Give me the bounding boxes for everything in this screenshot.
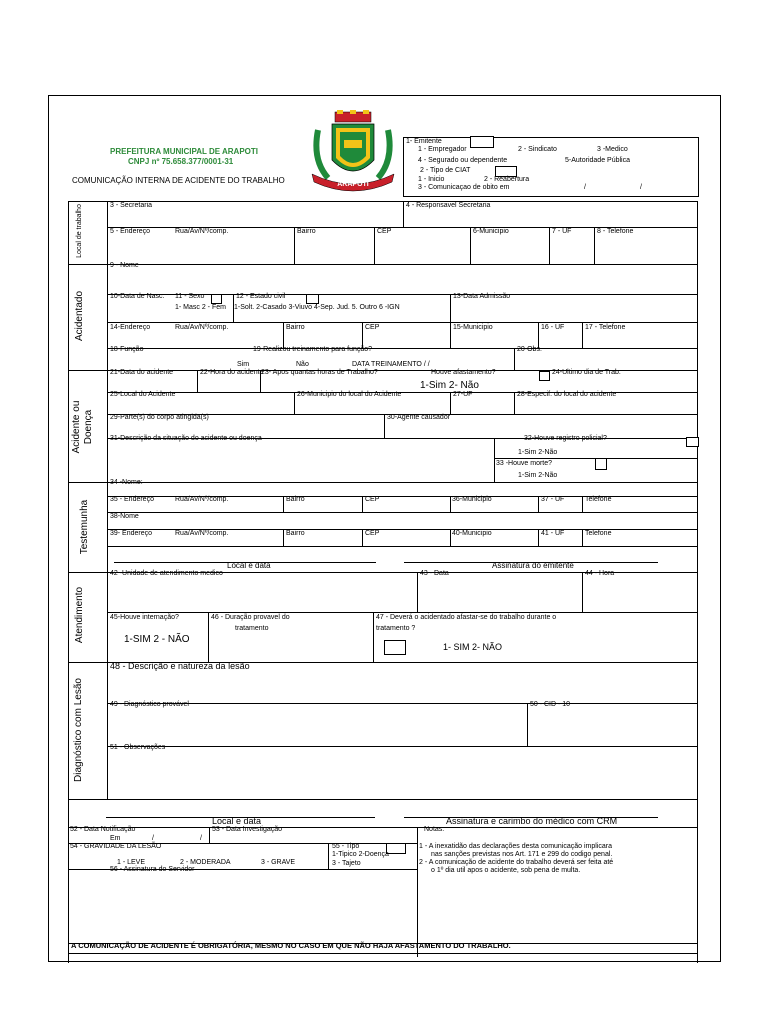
bairro-acidentado-field[interactable]: Bairro bbox=[286, 324, 305, 331]
registro-policial-checkbox[interactable] bbox=[686, 437, 699, 447]
rua-acidentado-label: Rua/Av/Nº/comp. bbox=[175, 324, 229, 331]
tipo-trajeto: 3 - Tajeto bbox=[332, 860, 361, 867]
testemunha2-nome[interactable]: 38-Nome bbox=[110, 513, 139, 520]
section-acidente-doenca bbox=[71, 384, 95, 470]
grid-line bbox=[283, 496, 284, 512]
municipio-field[interactable]: 6-Municipio bbox=[473, 228, 509, 235]
grid-line bbox=[107, 512, 697, 513]
horas-trabalho-field[interactable]: 23- Apos quantas horas de Trabalho? bbox=[261, 369, 378, 376]
section-acidente-doenca-label: Acidente ou Doença bbox=[71, 400, 94, 454]
registro-policial-options: 1-Sim 2-Não bbox=[518, 449, 558, 456]
grid-line bbox=[450, 294, 451, 322]
uf-field[interactable]: 7 - UF bbox=[552, 228, 572, 235]
form-title: COMUNICAÇÃO INTERNA DE ACIDENTE DO TRABALHO bbox=[72, 176, 285, 185]
grid-line bbox=[373, 612, 374, 662]
notificacao-slash-1: / bbox=[152, 835, 154, 842]
notificacao-slash-2: / bbox=[200, 835, 202, 842]
tipo-reabertura: 2 - Reabertura bbox=[484, 176, 530, 183]
grid-line bbox=[68, 799, 697, 800]
testemunha2-telefone[interactable]: Telefone bbox=[585, 530, 612, 537]
registro-policial-label: 32-Houve registro policial? bbox=[524, 435, 607, 442]
afastar-label-2: tratamento ? bbox=[376, 625, 416, 632]
responsavel-field[interactable]: 4 - Responsavel Secretaria bbox=[406, 202, 491, 209]
grid-line bbox=[197, 370, 198, 392]
obito-label: 3 - Comunicaçao de obito em bbox=[418, 184, 510, 191]
data-acidente-field[interactable]: 21-Data do acidente bbox=[110, 369, 174, 376]
section-local-trabalho: Local de trabalho bbox=[76, 204, 83, 258]
telefone-acidentado-field[interactable]: 17 - Telefone bbox=[585, 324, 626, 331]
grid-line bbox=[538, 529, 539, 546]
grid-line bbox=[294, 392, 295, 414]
emitente-opt4: 4 - Segurado ou dependente bbox=[418, 157, 508, 164]
endereco-acidentado-field[interactable]: 14-Endereço bbox=[110, 324, 151, 331]
hora-atendimento-field[interactable]: 44 - Hora bbox=[585, 570, 615, 577]
grid-line bbox=[362, 322, 363, 348]
data-notificacao-field[interactable]: 52 - Data Notificação bbox=[70, 826, 136, 833]
afastamento-label: Houve afastamento? bbox=[431, 369, 496, 376]
cep-field[interactable]: CEP bbox=[377, 228, 392, 235]
grid-line bbox=[107, 546, 697, 547]
cid-field[interactable]: 50 - CID - 10 bbox=[530, 701, 571, 708]
grid-line bbox=[362, 496, 363, 512]
grid-line bbox=[107, 703, 697, 704]
data-investigacao-field[interactable]: 53 - Data Investigação bbox=[212, 826, 283, 833]
sexo-checkbox[interactable] bbox=[211, 294, 222, 304]
grid-line bbox=[494, 438, 495, 482]
testemunha2-municipio[interactable]: 40-Municipio bbox=[452, 530, 492, 537]
grid-line bbox=[582, 572, 583, 612]
nome-field[interactable]: 9 - Nome bbox=[110, 262, 139, 269]
data-treinamento[interactable]: DATA TREINAMENTO / / bbox=[352, 361, 430, 368]
testemunha2-endereco[interactable]: 39- Endereço bbox=[110, 530, 153, 537]
grid-line bbox=[538, 496, 539, 512]
testemunha1-endereco[interactable]: 35 - Endereço bbox=[110, 496, 154, 503]
grid-line bbox=[208, 612, 209, 662]
funcao-field[interactable]: 18-Função bbox=[110, 346, 144, 353]
treinamento-sim[interactable]: Sim bbox=[237, 361, 250, 368]
tipo-ciat-label: 2 - Tipo de CIAT bbox=[420, 167, 471, 174]
obrigatoria-warning: A COMUNICAÇÃO DE ACIDENTE É OBRIGATÓRIA, MESMO NO CASO EM QUE NÃO HAJA AFASTAMENTO DO TRABALHO. bbox=[71, 941, 511, 950]
observacoes-field[interactable]: 51 - Observações bbox=[110, 744, 166, 751]
endereco-field[interactable]: 5 - Endereço bbox=[110, 228, 151, 235]
uf-acidentado-field[interactable]: 16 - UF bbox=[541, 324, 565, 331]
cep-acidentado-field[interactable]: CEP bbox=[365, 324, 380, 331]
emitente-assinatura: Assinatura do emitente bbox=[492, 561, 574, 570]
emitente-opt5: 5-Autoridade Pública bbox=[565, 157, 630, 164]
grid-line bbox=[403, 201, 404, 227]
admissao-field[interactable]: 13-Data Admissão bbox=[453, 293, 511, 300]
municipio-acidente-field[interactable]: 26-Municipio do local do Acidente bbox=[297, 391, 402, 398]
grid-line bbox=[450, 392, 451, 414]
gravidade-label: 54 - GRAVIDADE DA LESÃO bbox=[70, 843, 162, 850]
bairro-field[interactable]: Bairro bbox=[297, 228, 316, 235]
afastar-checkbox[interactable] bbox=[384, 640, 406, 655]
agente-causador-field[interactable]: 30-Agente causador bbox=[387, 414, 451, 421]
testemunha2-cep[interactable]: CEP bbox=[365, 530, 380, 537]
grid-line bbox=[594, 227, 595, 264]
testemunha2-rua: Rua/Av/Nº/comp. bbox=[175, 530, 229, 537]
tipo-checkbox[interactable] bbox=[386, 843, 406, 854]
nota-1: 1 - A inexatidão das declarações desta comunicação implicara bbox=[419, 843, 612, 850]
grid-line bbox=[527, 703, 528, 746]
grid-line bbox=[68, 827, 697, 828]
estado-civil-label: 12 - Estado civil bbox=[236, 293, 286, 300]
grid-line bbox=[538, 322, 539, 348]
notificacao-em: Em bbox=[110, 835, 121, 842]
medico-local-data: Local e data bbox=[212, 816, 262, 826]
diagnostico-provavel-field[interactable]: 49 - Diagnóstico provável bbox=[110, 701, 189, 708]
section-diagnostico: Diagnóstico com Lesão bbox=[73, 678, 84, 782]
testemunha1-bairro[interactable]: Bairro bbox=[286, 496, 305, 503]
descricao-acidente-field[interactable]: 31-Descrição da situação do acidente ou doença bbox=[110, 435, 262, 442]
grid-line bbox=[328, 843, 329, 869]
testemunha1-municipio[interactable]: 36-Municipio bbox=[452, 496, 492, 503]
crest-logo bbox=[308, 110, 398, 196]
municipio-acidentado-field[interactable]: 15-Municipio bbox=[453, 324, 493, 331]
gravidade-leve[interactable]: 1 - LEVE bbox=[117, 859, 146, 866]
grid-line bbox=[450, 322, 451, 348]
nasc-field[interactable]: 10-Data de Nasc. bbox=[110, 293, 165, 300]
hora-acidente-field[interactable]: 22-Hora do acidente bbox=[200, 369, 264, 376]
treinamento-nao[interactable]: Não bbox=[296, 361, 309, 368]
houve-morte-label: 33 -Houve morte? bbox=[496, 460, 553, 467]
afastamento-options: 1-Sim 2- Não bbox=[420, 380, 479, 391]
cnpj: CNPJ nº 75.658.377/0001-31 bbox=[128, 157, 234, 166]
duracao-label: 46 - Duração provavel do bbox=[211, 614, 290, 621]
testemunha1-rua: Rua/Av/Nº/comp. bbox=[175, 496, 229, 503]
medico-assinatura: Assinatura e carimbo do médico com CRM bbox=[446, 816, 618, 826]
gravidade-moderada[interactable]: 2 - MODERADA bbox=[180, 859, 231, 866]
grid-line bbox=[582, 496, 583, 512]
notas-label: Notas: bbox=[424, 826, 445, 833]
grid-line bbox=[283, 322, 284, 348]
internacao-options[interactable]: 1-SIM 2 - NÃO bbox=[124, 634, 190, 645]
testemunha1-nome[interactable]: 34 -Nome: bbox=[110, 479, 143, 486]
nota-2b: o 1º dia util apos o acidente, sob pena de multa. bbox=[431, 867, 581, 874]
grid-line bbox=[68, 201, 697, 202]
grid-line bbox=[283, 529, 284, 546]
testemunha1-uf[interactable]: 37 - UF bbox=[541, 496, 565, 503]
grid-line bbox=[294, 227, 295, 264]
estado-civil-checkbox[interactable] bbox=[306, 294, 319, 304]
afastamento-checkbox[interactable] bbox=[539, 371, 550, 381]
data-atendimento-field[interactable]: 43 - Data bbox=[420, 570, 449, 577]
grid-line bbox=[68, 264, 697, 265]
grid-line bbox=[470, 227, 471, 264]
grid-line bbox=[362, 529, 363, 546]
grid-line bbox=[450, 496, 451, 512]
grid-line bbox=[107, 348, 697, 349]
emitente-local-data: Local e data bbox=[227, 561, 271, 570]
gravidade-grave[interactable]: 3 - GRAVE bbox=[261, 859, 296, 866]
secretaria-field[interactable]: 3 - Secretaria bbox=[110, 202, 153, 209]
houve-morte-checkbox[interactable] bbox=[595, 458, 607, 470]
grid-line bbox=[450, 529, 451, 546]
grid-line bbox=[107, 201, 108, 799]
ultimo-dia-field[interactable]: 24-Ultimo dia de Trab. bbox=[552, 369, 621, 376]
grid-line bbox=[374, 227, 375, 264]
sexo-options: 1- Masc 2 - Fem bbox=[175, 304, 226, 311]
obs-field[interactable]: 20-Obs. bbox=[517, 346, 542, 353]
grid-line bbox=[417, 572, 418, 612]
treinamento-label: 19-Realizou treinamento para função? bbox=[253, 346, 373, 353]
emitente-opt2: 2 - Sindicato bbox=[518, 146, 557, 153]
estado-civil-options: 1-Solt. 2-Casado 3-Viuvo 4-Sep. Jud. 5. Outro 6 -IGN bbox=[234, 304, 400, 311]
local-acidente-field[interactable]: 25-Local do Acidente bbox=[110, 391, 176, 398]
grid-line bbox=[417, 827, 418, 957]
houve-morte-options: 1-Sim 2-Não bbox=[518, 472, 558, 479]
tipo-options: 1-Tipico 2-Doença bbox=[332, 851, 389, 858]
internacao-label: 45-Houve internação? bbox=[110, 614, 179, 621]
testemunha2-uf[interactable]: 41 - UF bbox=[541, 530, 565, 537]
testemunha1-telefone[interactable]: Telefone bbox=[585, 496, 612, 503]
grid-line bbox=[384, 414, 385, 438]
grid-line bbox=[549, 227, 550, 264]
testemunha1-cep[interactable]: CEP bbox=[365, 496, 380, 503]
grid-line bbox=[514, 392, 515, 414]
grid-line bbox=[514, 348, 515, 370]
especif-local-field[interactable]: 28-Especif. do local do acidente bbox=[517, 391, 617, 398]
afastar-options: 1- SIM 2- NÃO bbox=[443, 642, 503, 652]
emitente-opt3: 3 -Medico bbox=[597, 146, 628, 153]
emitente-checkbox[interactable] bbox=[470, 136, 494, 148]
section-testemunha: Testemunha bbox=[79, 499, 90, 555]
grid-line bbox=[68, 953, 697, 954]
grid-line bbox=[209, 827, 210, 843]
grid-line bbox=[582, 529, 583, 546]
telefone-field[interactable]: 8 - Telefone bbox=[597, 228, 634, 235]
rua-label: Rua/Av/Nº/comp. bbox=[175, 228, 229, 235]
nota-1b: nas sanções previstas nos Art. 171 e 299 do codigo penal. bbox=[431, 851, 613, 858]
sexo-label: 11 - Sexo bbox=[175, 293, 205, 300]
unidade-atendimento-field[interactable]: 42 -Unidade de atendimento medico bbox=[110, 570, 223, 577]
testemunha2-bairro[interactable]: Bairro bbox=[286, 530, 305, 537]
afastar-label: 47 - Deverá o acidentado afastar-se do trabalho durante o bbox=[376, 614, 557, 621]
assinatura-servidor-field[interactable]: 56 - Assinatura do Servidor bbox=[110, 866, 195, 873]
grid-line bbox=[697, 201, 698, 963]
grid-line bbox=[107, 746, 697, 747]
obito-slash-1: / bbox=[584, 184, 586, 191]
grid-line bbox=[68, 482, 697, 483]
duracao-label-2: tratamento bbox=[235, 625, 269, 632]
crest-banner-text: ARAPOTI bbox=[337, 181, 369, 188]
descricao-lesao-field[interactable]: 48 - Descrição e natureza da lesão bbox=[110, 661, 250, 671]
section-acidentado: Acidentado bbox=[74, 290, 85, 342]
nota-2: 2 - A comunicação de acidente do trabalho deverá ser feita até bbox=[419, 859, 614, 866]
tipo-inicio: 1 - Inicio bbox=[418, 176, 445, 183]
emitente-label: 1- Emitente bbox=[406, 138, 442, 145]
section-atendimento: Atendimento bbox=[74, 586, 85, 644]
partes-corpo-field[interactable]: 29-Parte(s) do corpo atingida(s) bbox=[110, 414, 209, 421]
grid-line bbox=[107, 612, 697, 613]
grid-line bbox=[582, 322, 583, 348]
emitente-opt1: 1 - Empregador bbox=[418, 146, 467, 153]
grid-line bbox=[68, 201, 69, 963]
uf-acidente-field[interactable]: 27-UF bbox=[453, 391, 473, 398]
grid-line bbox=[107, 322, 697, 323]
tipo-label: 55 - Tipo bbox=[332, 843, 360, 850]
obito-slash-2: / bbox=[640, 184, 642, 191]
institution-name: PREFEITURA MUNICIPAL DE ARAPOTI bbox=[110, 147, 259, 156]
